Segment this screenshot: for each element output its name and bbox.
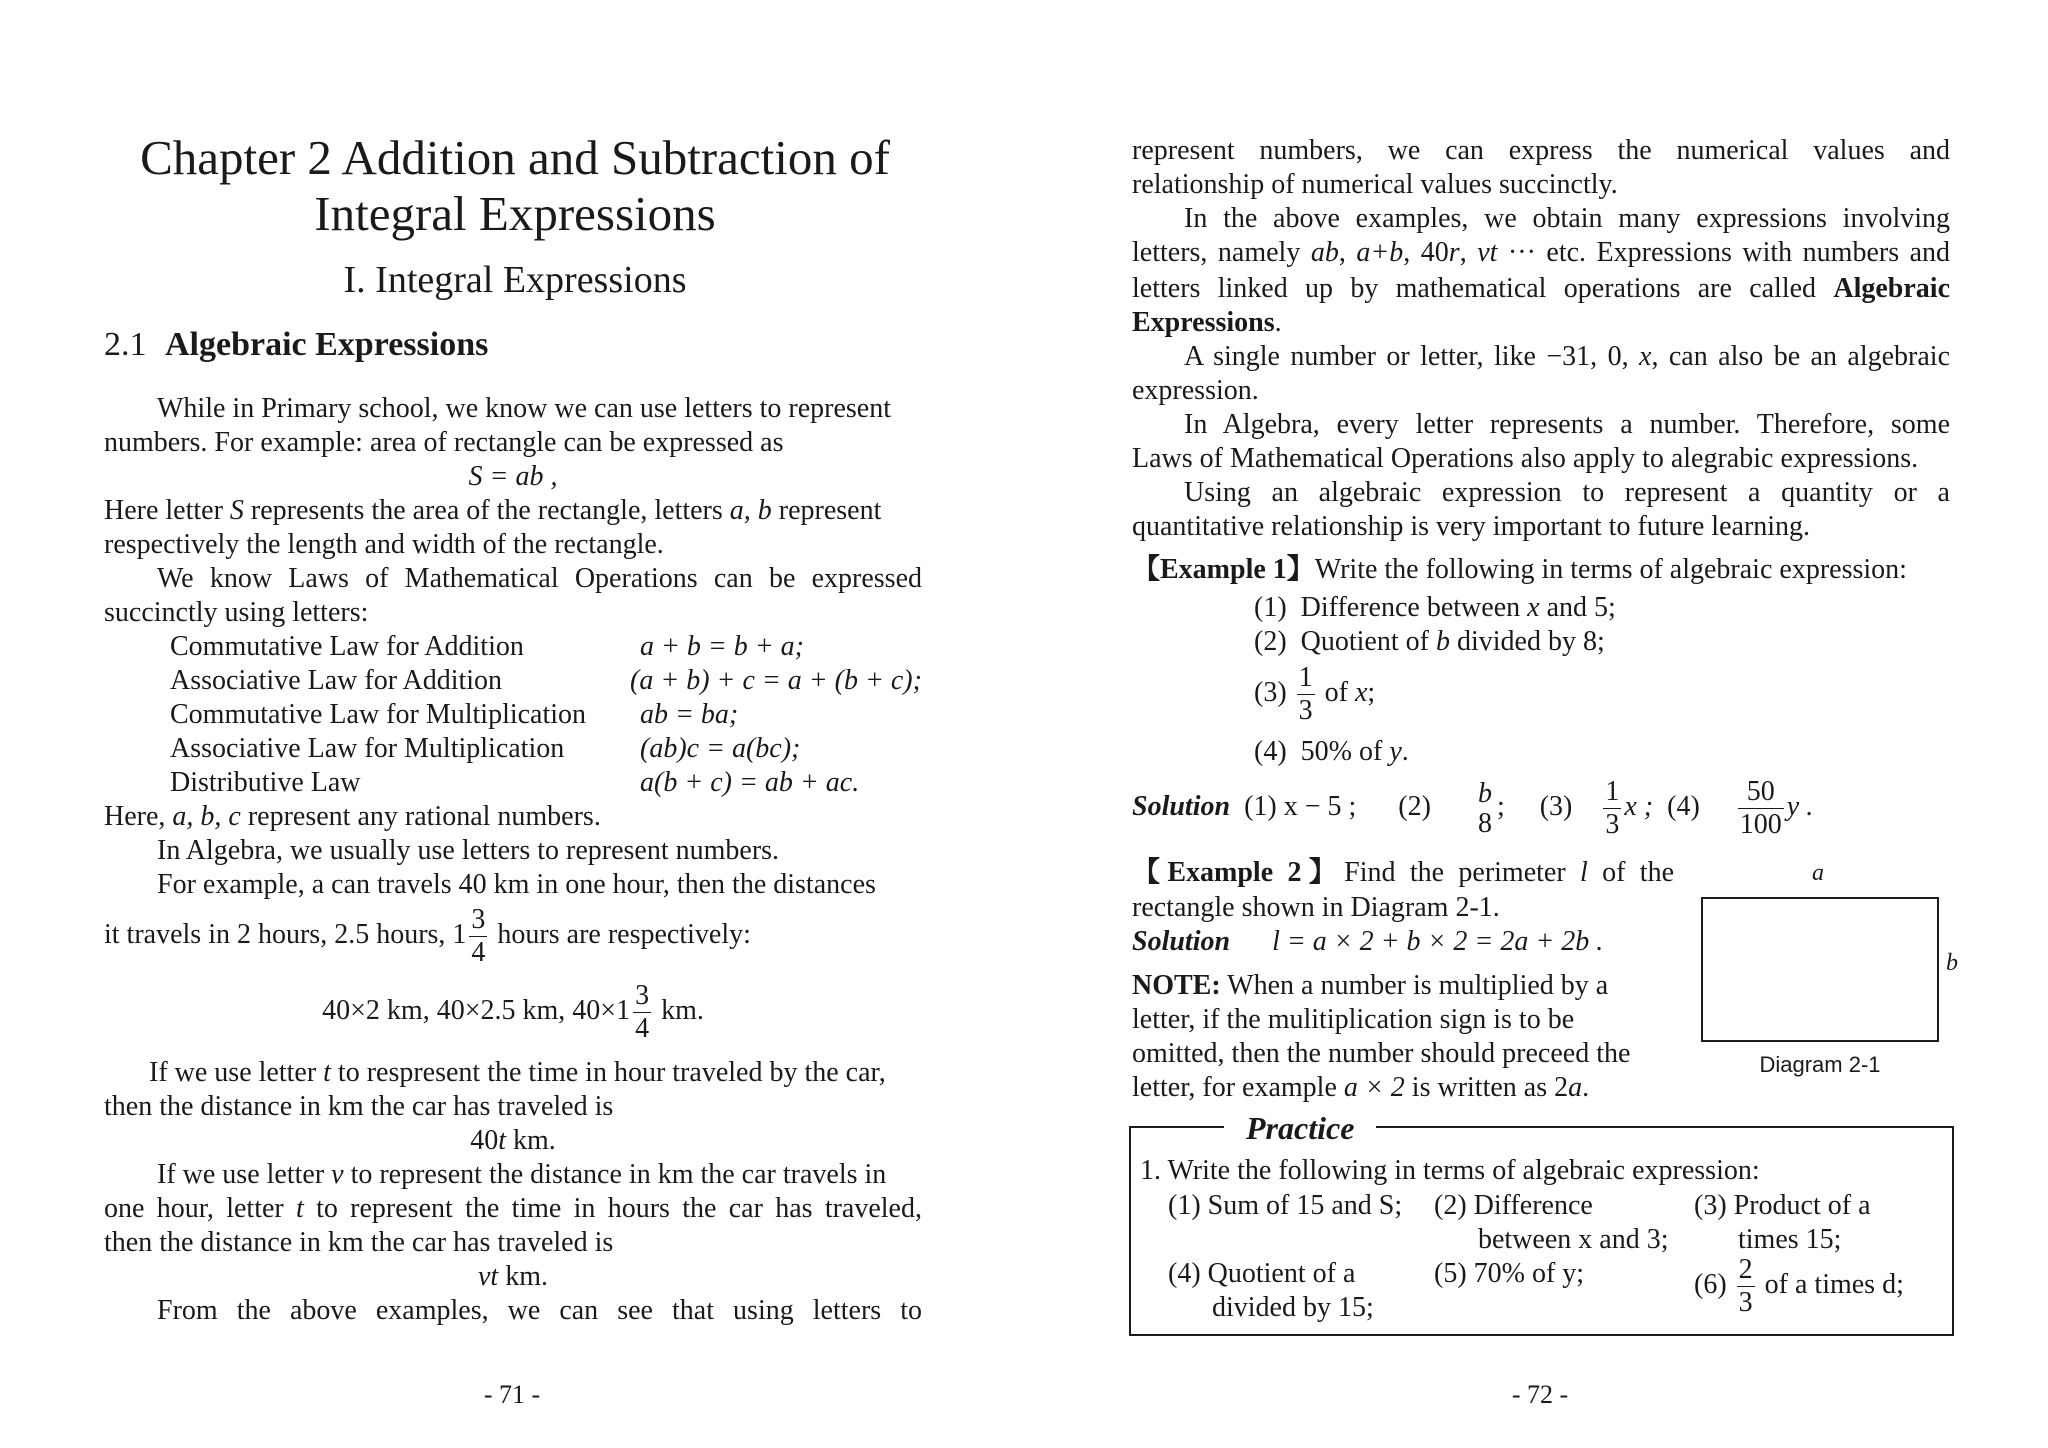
mixed-fraction-2 [616,980,654,1044]
law-formula-5: a(b + c) = ab + ac. [640,767,860,798]
expr-a-plus-b: a+b [1356,237,1404,268]
solution1-label: Solution [1132,790,1231,822]
solution1-part3-end: x ; [1624,790,1654,822]
subsection-title: Algebraic Expressions [165,326,489,363]
practice-item-1: (1) Sum of 15 and S; [1168,1190,1403,1221]
p2-line2 [1132,236,1950,270]
section-title: I. Integral Expressions [343,259,687,301]
ex1-item3-var: x [1354,676,1368,708]
para5: In Algebra, we usually use letters to represent numbers. [157,835,780,866]
practice-item-2-line1: (2) Difference [1434,1190,1593,1221]
para8-line1 [157,1158,886,1192]
para6-line1: For example, a can travels 40 km in one hour, then the distances [157,869,876,900]
practice-item-6-text: of a times d; [1757,1268,1904,1300]
fraction-one-third-den: 3 [1298,695,1313,726]
formula-vt-b: km. [498,1261,548,1292]
law-formula-3: ab = ba; [640,699,739,730]
para2-line1 [104,494,881,528]
chapter-title-line2: Integral Expressions [314,186,716,241]
solution1-part3-label: (3) [1539,790,1573,822]
fraction-one-third-num: 1 [1298,662,1313,693]
p2-line1: In the above examples, we obtain many expressions involving [1184,203,1950,234]
mixed-whole-1: 1 [452,918,467,950]
law-name-5: Distributive Law [170,767,361,798]
p4-line2: Laws of Mathematical Operations also apply to alegrabic expressions. [1132,443,1919,474]
fraction-1-den: 4 [471,937,486,968]
law-name-1: Commutative Law for Addition [170,631,524,662]
formula-area [104,460,922,494]
example1-text: Write the following in terms of algebraic expression: [1314,554,1907,585]
formula-vt [104,1260,922,1294]
ex1-item1-b: and 5; [1539,592,1616,623]
mixed-whole-2: 1 [616,994,631,1026]
p2-sep3: , [1459,237,1478,268]
example2-text-b: of the [1587,857,1675,888]
subsection-number: 2.1 [104,326,147,363]
distances-formula [104,982,922,1043]
distances-text-a: 40×2 km, 40×2.5 km, 40× [322,994,617,1026]
law-name-3: Commutative Law for Multiplication [170,699,587,730]
note-var-a: a [1568,1072,1583,1103]
solution1-part1: (1) x − 5 ; [1244,790,1357,822]
example1-item-1 [1254,591,1616,625]
p2-text-b: ··· etc. Expressions with numbers and [1497,237,1951,268]
practice-frac-23 [1737,1256,1755,1317]
cont-line2: relationship of numerical values succinctly. [1132,169,1618,200]
sol-frac-13-num: 1 [1605,776,1620,807]
solution1-frac-13 [1603,778,1621,839]
para1-line2: numbers. For example: area of rectangle can be expressed as [104,427,784,458]
note-line4 [1132,1071,1589,1105]
practice-item-3-line2: times 15; [1738,1224,1842,1255]
term-algebraic: Algebraic [1833,273,1950,304]
para4 [104,800,601,834]
practice-item-5: (5) 70% of y; [1434,1258,1585,1289]
expr-vt: vt [1477,237,1498,268]
sol-frac-b8-num: b [1477,777,1492,809]
example2-line2: rectangle shown in Diagram 2-1. [1132,892,1500,923]
page-number-left: - 71 - [483,1380,541,1409]
diagram-label-a: a [1812,860,1824,886]
example1-item-4 [1254,735,1409,769]
sol-frac-13-den: 3 [1605,809,1620,840]
var-t-2: t [296,1193,304,1224]
ex1-item1-a: Difference between [1300,592,1528,623]
practice-question-1: 1. Write the following in terms of algebraic expression: [1140,1155,1760,1186]
para8-line2 [104,1192,922,1226]
para3-line2: succinctly using letters: [104,597,369,628]
para6-text-a: it travels in 2 hours, 2.5 hours, [104,918,453,950]
solution2-formula: l = a × 2 + b × 2 = 2a + 2b . [1272,926,1604,957]
var-t-1: t [323,1057,331,1088]
law-formula-1: a + b = b + a; [640,631,805,662]
solution1-frac-50-100 [1738,778,1784,839]
note-line1 [1132,969,1608,1003]
mixed-fraction-1 [452,904,490,968]
solution1-part4-label: (4) [1667,790,1700,822]
fraction-2-den: 4 [635,1013,650,1044]
p3-text-b: , can also be an algebraic [1651,341,1950,372]
formula-40t-a: 40 [470,1125,499,1156]
para2-line2: respectively the length and width of the rectangle. [104,529,664,560]
p2-sep1: , [1338,237,1357,268]
cont-line1: represent numbers, we can express the numerical values and [1132,135,1950,166]
var-l: l [1580,857,1588,888]
practice-frac-23-num: 2 [1738,1254,1753,1285]
para2-text-c: represent [771,495,882,526]
solution1-part2-end: ; [1496,790,1505,822]
ex1-item3-num: (3) [1254,676,1287,708]
ex1-item2-var: b [1435,626,1450,657]
p2-l3-text: letters linked up by mathematical operations are called [1132,273,1834,304]
ex1-item2-b: divided by 8; [1449,626,1605,657]
formula-vt-var: vt [478,1261,499,1292]
practice-item-6-label: (6) [1694,1268,1727,1300]
ex1-item4-var: y [1389,736,1402,767]
practice-title: Practice [1224,1108,1376,1148]
p5-line2: quantitative relationship is very important to future learning. [1132,511,1811,542]
distances-text-b: km. [654,994,704,1026]
solution1-frac-b8 [1476,777,1494,839]
diagram-label-b: b [1946,950,1958,976]
var-abc: a, b, c [172,801,241,832]
para8-text-a: If we use letter [157,1159,332,1190]
p2-l4-end: . [1274,307,1282,338]
example1-label: 【Example 1】 [1132,554,1315,585]
chapter-title-line1: Chapter 2 Addition and Subtraction of [140,130,890,185]
note-text-4b: is written as 2 [1404,1072,1569,1103]
ex1-item1-var: x [1527,592,1540,623]
var-s: S [229,495,244,526]
example1-item-3 [1254,664,1375,725]
ex1-item1-num: (1) [1254,592,1287,623]
practice-frac-23-den: 3 [1738,1287,1753,1318]
para8-l2-text-a: one hour, letter [104,1193,297,1224]
sol-frac-50-num: 50 [1738,778,1784,809]
para1-line1: While in Primary school, we know we can use letters to represent [157,393,892,424]
example1-header [1132,553,1907,587]
p2-line4 [1132,306,1282,340]
ex1-item2-a: Quotient of [1300,626,1436,657]
para9: From the above examples, we can see that using letters to [157,1295,922,1326]
law-name-2: Associative Law for Addition [170,665,503,696]
para7-line1 [149,1056,886,1090]
diagram-rectangle [1701,897,1939,1042]
note-label: NOTE: [1132,970,1221,1001]
note-text-4c: . [1582,1072,1590,1103]
ex1-item3-a: of [1317,676,1355,708]
law-formula-2: (a + b) + c = a + (b + c); [630,665,922,696]
fraction-2 [633,982,651,1043]
subsection-heading [104,326,488,364]
term-expressions: Expressions [1132,307,1275,338]
p5-line1: Using an algebraic expression to represent a quantity or a [1184,477,1950,508]
para6-text-b: hours are respectively: [490,918,751,950]
sol-frac-b8-den: 8 [1477,807,1492,839]
solution2-row [1132,925,1603,959]
ex1-item4-b: . [1401,736,1409,767]
practice-item-4-line2: divided by 15; [1212,1292,1374,1323]
p4-line1: In Algebra, every letter represents a number. Therefore, some [1184,409,1950,440]
fraction-one-third [1297,664,1315,725]
law-name-4: Associative Law for Multiplication [170,733,565,764]
practice-item-6 [1694,1256,1904,1317]
para4-text-b: represent any rational numbers. [240,801,601,832]
para7-line2: then the distance in km the car has traveled is [104,1091,614,1122]
formula-area-text: S = ab , [468,461,558,492]
p2-line3 [1132,272,1950,306]
ex1-item2-num: (2) [1254,626,1287,657]
ex1-item4-num: (4) [1254,736,1287,767]
note-line2: letter, if the mulitiplication sign is to be [1132,1004,1575,1035]
p2-text-a: letters, namely [1132,237,1311,268]
example1-item-2 [1254,625,1605,659]
expr-ab: ab [1310,237,1339,268]
para3-line1: We know Laws of Mathematical Operations can be expressed [157,563,922,594]
example2-text-a: Find the perimeter [1344,857,1581,888]
para8-text-b: to represent the distance in km the car travels in [343,1159,887,1190]
ex1-item4-a: 50% of [1300,736,1390,767]
practice-item-2-line2: between x and 3; [1478,1224,1669,1255]
fraction-2-num: 3 [635,980,650,1011]
expr-r: r [1448,237,1460,268]
diagram-caption: Diagram 2-1 [1759,1052,1881,1077]
practice-item-3-line1: (3) Product of a [1694,1190,1871,1221]
p2-sep2: , 40 [1403,237,1449,268]
para2-text-b: represents the area of the rectangle, letters [243,495,730,526]
note-text-4a: letter, for example [1132,1072,1344,1103]
para7-text-a: If we use letter [149,1057,324,1088]
law-formula-4: (ab)c = a(bc); [640,733,801,764]
para6-line2 [104,906,751,967]
p3-line2: expression. [1132,375,1259,406]
note-text-1: When a number is multiplied by a [1220,970,1609,1001]
example2-label: 【Example 2】 [1132,857,1345,888]
fraction-1 [469,906,487,967]
solution1-part4-end: y . [1786,790,1814,822]
practice-item-4-line1: (4) Quotient of a [1168,1258,1356,1289]
fraction-1-num: 3 [471,904,486,935]
ex1-item3-b: ; [1367,676,1376,708]
sol-frac-100-den: 100 [1739,809,1782,840]
note-line3: omitted, then the number should preceed the [1132,1038,1631,1069]
para4-text-a: Here, [104,801,173,832]
solution1-part2-label: (2) [1398,790,1431,822]
var-ab: a, b [729,495,772,526]
p3-text-a: A single number or letter, like −31, 0, [1184,341,1640,372]
para2-text-a: Here letter [104,495,230,526]
p3-line1 [1184,340,1950,374]
formula-40t-b: km. [506,1125,556,1156]
para8-line3: then the distance in km the car has traveled is [104,1227,614,1258]
var-x: x [1639,341,1652,372]
solution1-row [1132,778,1813,839]
formula-40t [104,1124,922,1158]
para8-l2-text-b: to represent the time in hours the car has traveled, [303,1193,922,1224]
example2-line1 [1132,856,1674,890]
formula-40t-var: t [498,1125,506,1156]
solution2-label: Solution [1132,926,1231,957]
para7-text-b: to respresent the time in hour traveled by the car, [330,1057,886,1088]
page-number-right: - 72 - [1511,1380,1569,1409]
note-expr: a × 2 [1343,1072,1405,1103]
var-v: v [331,1159,344,1190]
